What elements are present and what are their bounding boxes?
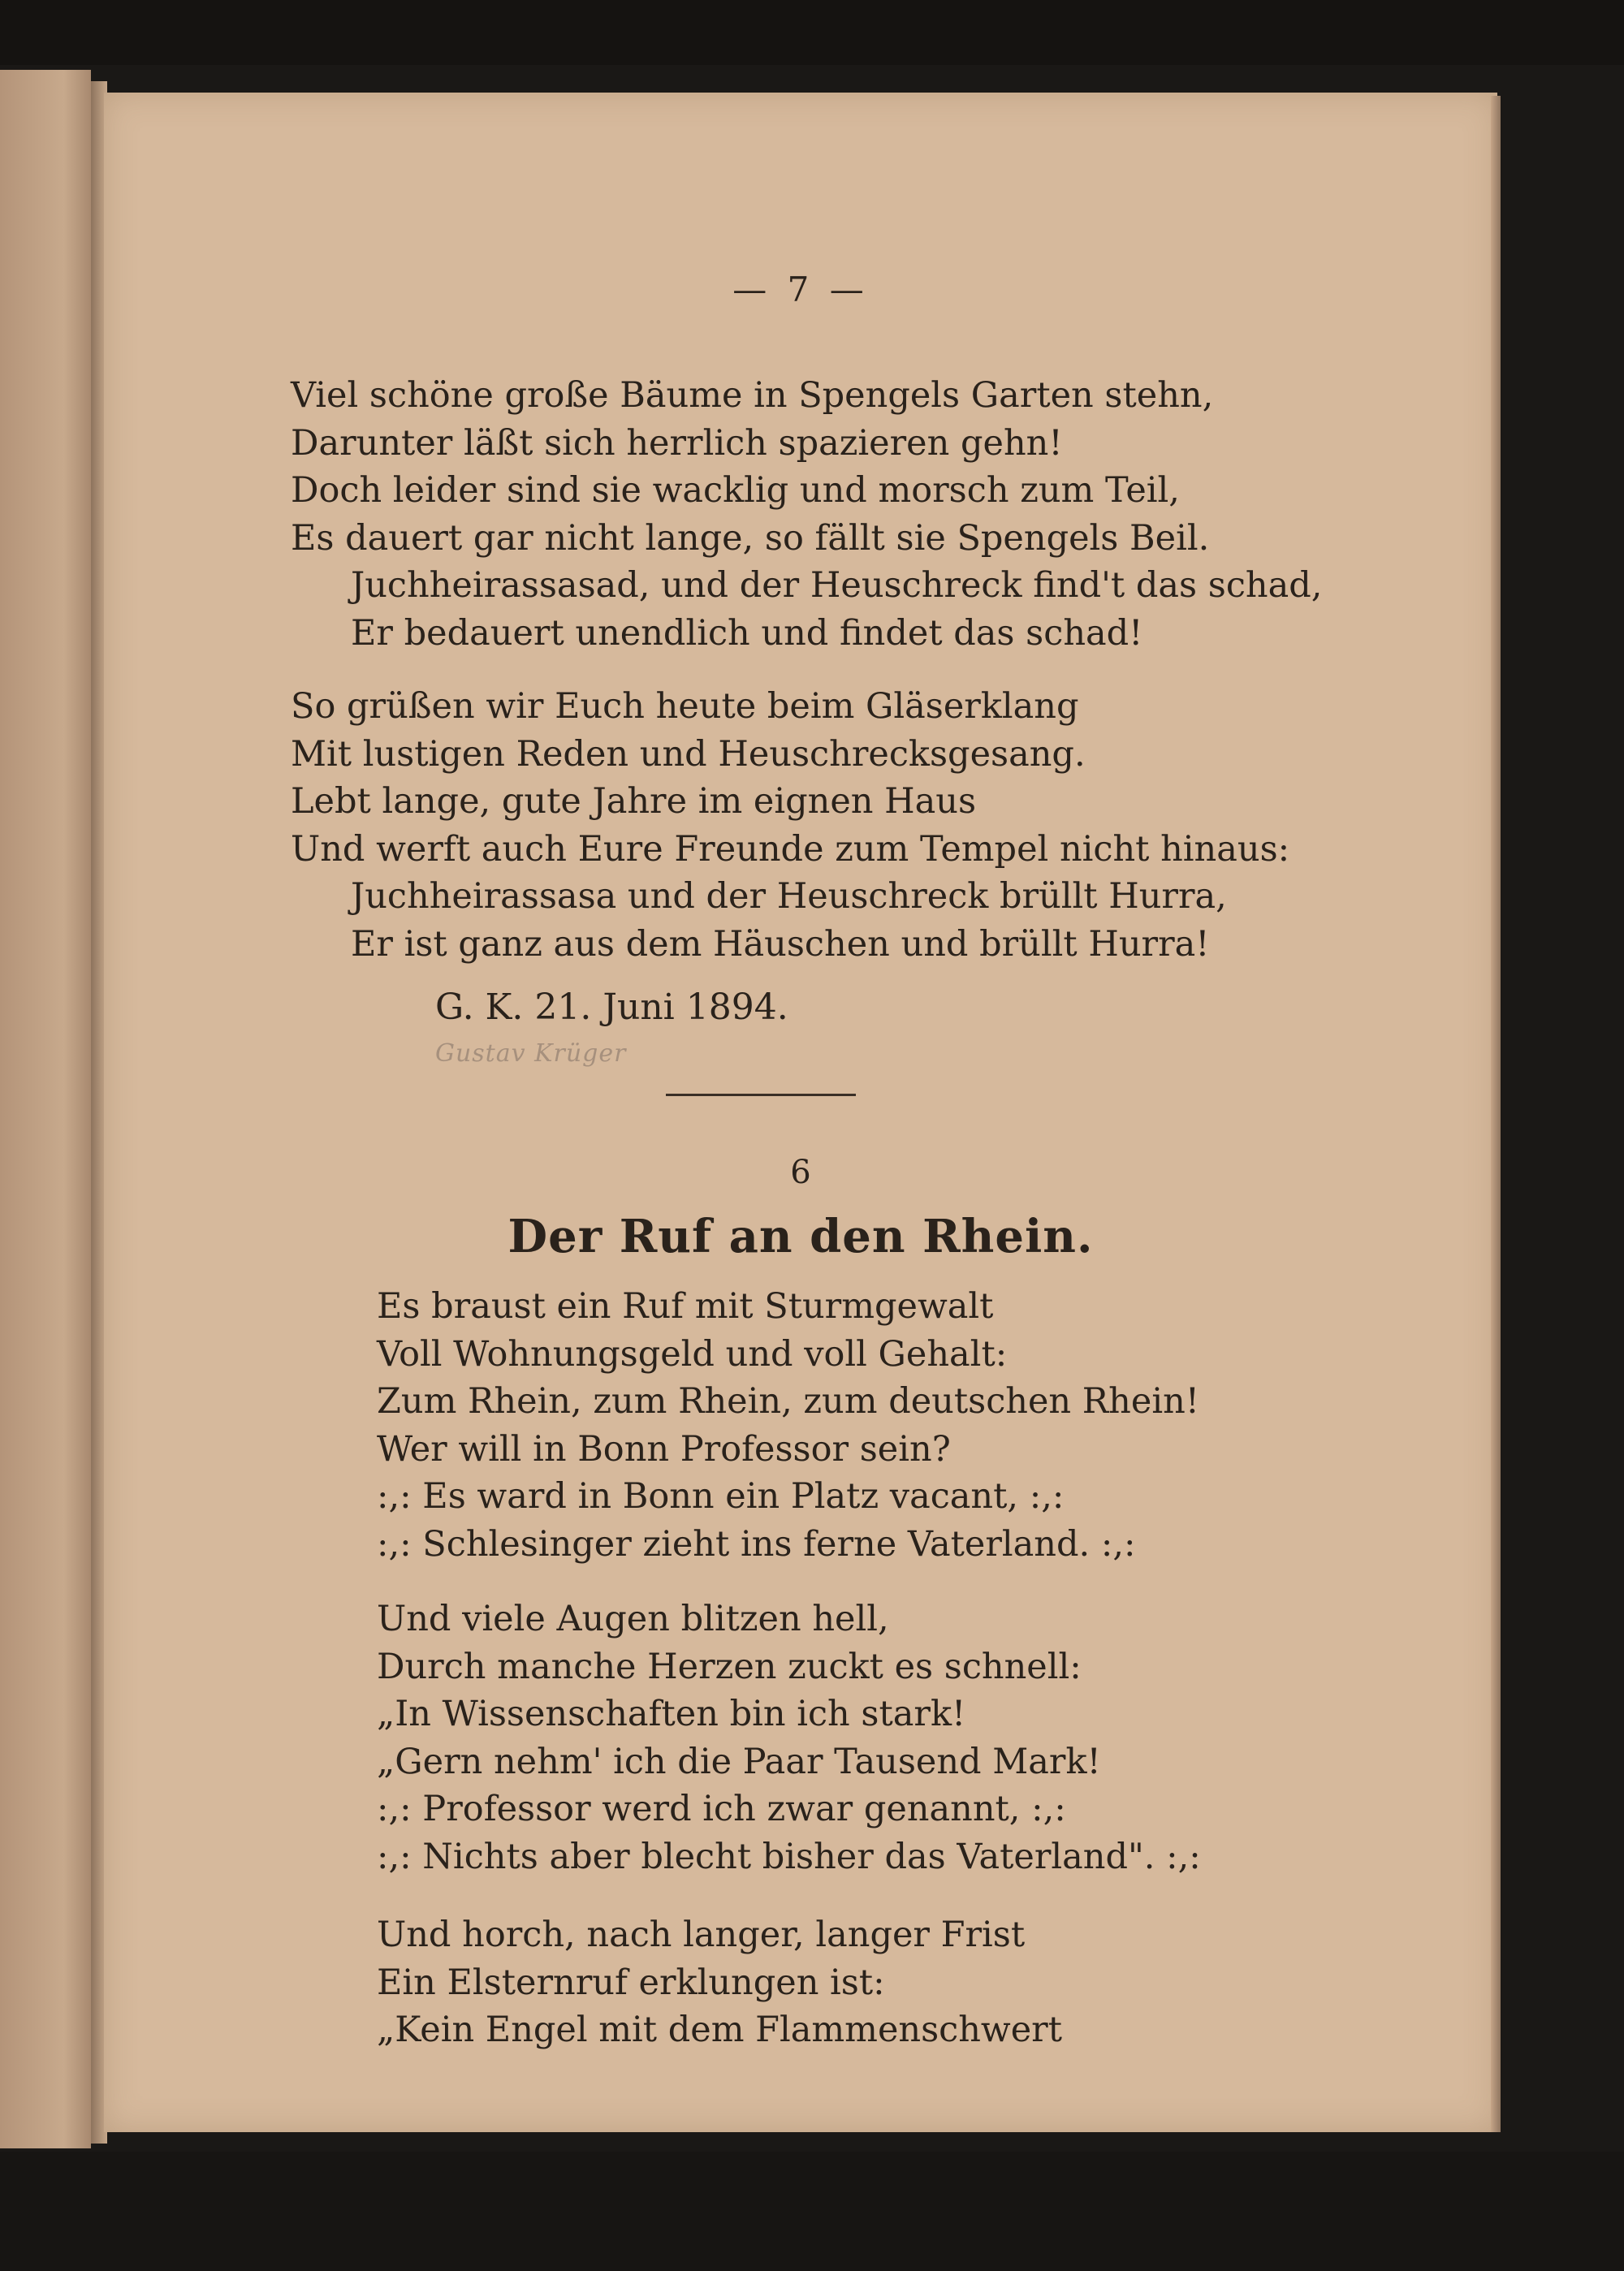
verse-line: „Gern nehm' ich die Paar Tausend Mark! [377, 1741, 1101, 1782]
refrain-line: Juchheirassasad, und der Heuschreck find't das schad, [351, 565, 1323, 606]
background-bottom [0, 2152, 1624, 2271]
verse-line: Und horch, nach langer, langer Frist [377, 1915, 1026, 1955]
verse-line: Mit lustigen Reden und Heuschrecksgesang. [291, 733, 1086, 775]
verse-line: Darunter läßt sich herrlich spazieren gehn! [291, 422, 1063, 464]
book-page [104, 93, 1497, 2132]
verse-line: :,: Professor werd ich zwar genannt, :,: [377, 1789, 1066, 1829]
background-top [0, 0, 1624, 65]
refrain-line: Er bedauert unendlich und findet das schad! [351, 612, 1143, 654]
verse-line: Viel schöne große Bäume in Spengels Garten stehn, [291, 375, 1214, 416]
refrain-line: Er ist ganz aus dem Häuschen und brüllt Hurra! [351, 923, 1210, 965]
verse-line: Es dauert gar nicht lange, so fällt sie Spengels Beil. [291, 517, 1210, 559]
section-divider [666, 1094, 856, 1096]
facing-page-edge [0, 70, 91, 2148]
song-title: Der Ruf an den Rhein. [508, 1210, 1094, 1263]
verse-line: Zum Rhein, zum Rhein, zum deutschen Rhein! [377, 1381, 1200, 1422]
verse-line: Es braust ein Ruf mit Sturmgewalt [377, 1286, 994, 1327]
song-stanza-1 [377, 1283, 1199, 1568]
verse-line: Lebt lange, gute Jahre im eignen Haus [291, 781, 977, 822]
song-stanza-3 [377, 1911, 1062, 2054]
verse-line: Wer will in Bonn Professor sein? [377, 1428, 951, 1470]
stanza-1 [291, 372, 1322, 657]
verse-line: Und viele Augen blitzen hell, [377, 1599, 889, 1639]
verse-line: Ein Elsternruf erklungen ist: [377, 1962, 885, 2003]
page-number: — 7 — [732, 270, 869, 309]
song-stanza-2 [377, 1595, 1201, 1880]
verse-line: Durch manche Herzen zuckt es schnell: [377, 1646, 1082, 1687]
stanza-2 [291, 683, 1289, 968]
signature-date: G. K. 21. Juni 1894. [435, 987, 788, 1028]
verse-line: :,: Schlesinger zieht ins ferne Vaterland. :,: [377, 1523, 1136, 1565]
pencil-annotation: Gustav Krüger [435, 1039, 627, 1068]
refrain-line: Juchheirassasa und der Heuschreck brüllt Hurra, [351, 876, 1227, 917]
verse-line: „In Wissenschaften bin ich stark! [377, 1694, 966, 1734]
verse-line: Voll Wohnungsgeld und voll Gehalt: [377, 1333, 1008, 1375]
page-edge-shadow [1491, 96, 1501, 2132]
verse-line: Und werft auch Eure Freunde zum Tempel nicht hinaus: [291, 828, 1290, 870]
verse-line: So grüßen wir Euch heute beim Gläserklang [291, 686, 1079, 727]
verse-line: :,: Es ward in Bonn ein Platz vacant, :,: [377, 1476, 1065, 1517]
song-number: 6 [790, 1154, 811, 1191]
verse-line: „Kein Engel mit dem Flammenschwert [377, 2010, 1063, 2050]
verse-line: Doch leider sind sie wacklig und morsch zum Teil, [291, 470, 1180, 511]
verse-line: :,: Nichts aber blecht bisher das Vaterland". :,: [377, 1836, 1201, 1877]
